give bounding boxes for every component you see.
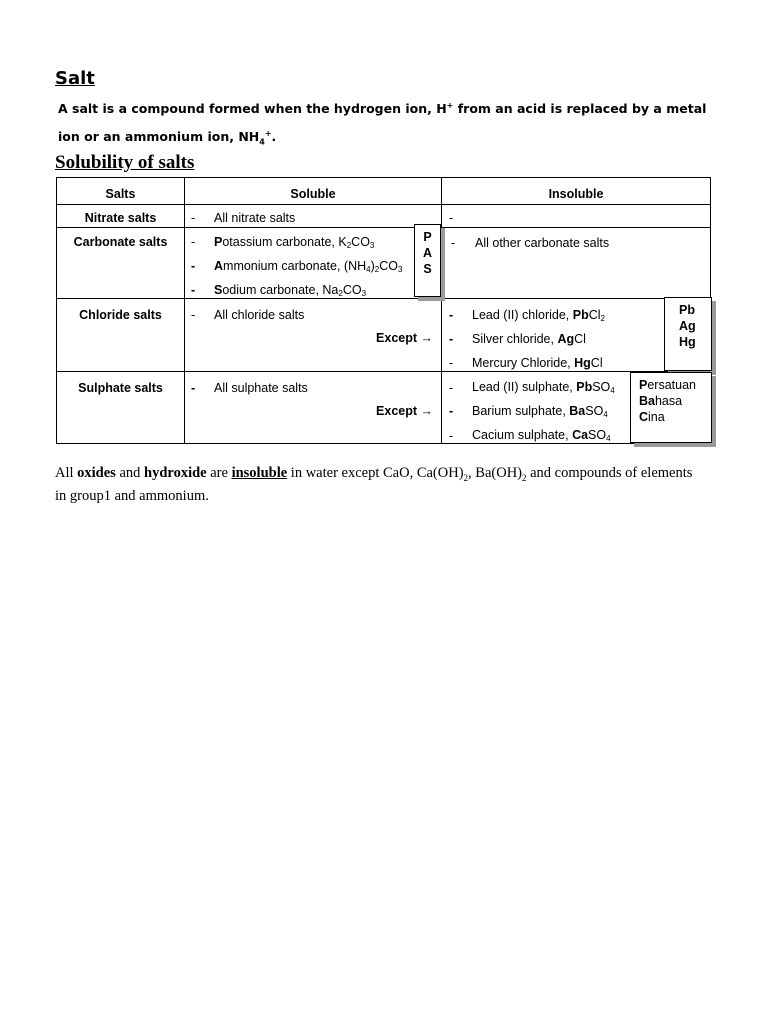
bullet-dash: - [449,404,454,418]
salt-name: Chloride salts [79,308,162,322]
mnemonic-letter: A [422,246,433,260]
bullet-dash: - [449,332,454,346]
insoluble-item: Lead (II) sulphate, PbSO$_4$ [472,380,615,395]
soluble-item: Ammonium carbonate, $(NH_4)_2CO_3$ [214,259,403,274]
soluble-text: All chloride salts [214,308,305,322]
page-heading: Salt [55,68,95,89]
mnemonic-symbol: Hg [679,335,696,349]
bullet-dash: - [451,236,456,250]
bullet-dash: - [191,308,196,322]
column-divider [184,178,185,443]
header-soluble: Soluble [290,187,336,201]
salt-name: Carbonate salts [73,235,168,249]
mnemonic-letter: S [423,262,432,276]
bullet-dash: - [191,211,196,225]
bullet-dash: - [191,283,196,297]
mnemonic-word: Cina [639,410,665,424]
solubility-heading: Solubility of salts [55,152,195,173]
bullet-dash: - [191,381,196,395]
mnemonic-box-pas [414,224,441,297]
oxides-note: All oxides and hydroxide are insoluble in water except CaO, $Ca(OH)_2$, $Ba(OH)_2$ and compounds of elements in group1 and ammonium. [55,465,693,504]
column-divider [441,178,442,443]
insoluble-text: All other carbonate salts [475,236,610,250]
mnemonic-word: Bahasa [639,394,683,408]
insoluble-item: Mercury Chloride, HgCl [472,356,603,370]
salt-name: Sulphate salts [78,381,163,395]
bullet-dash: - [191,259,196,273]
bullet-dash: - [449,211,454,225]
soluble-text: All sulphate salts [214,381,308,395]
bullet-dash: - [449,429,454,443]
header-insoluble: Insoluble [548,187,604,201]
bullet-dash: - [449,308,454,322]
bullet-dash: - [191,235,196,249]
row-divider [57,204,710,205]
mnemonic-box-persatuan [630,372,712,443]
row-divider [57,298,710,299]
mnemonic-symbol: Ag [679,319,696,333]
row-divider [57,371,710,372]
insoluble-item: Cacium sulphate, CaSO$_4$ [472,428,611,443]
row-divider [57,227,710,228]
soluble-text: All nitrate salts [214,211,296,225]
mnemonic-symbol: Pb [679,303,695,317]
salt-name: Nitrate salts [84,211,157,225]
mnemonic-box-pbaghg [664,297,712,371]
insoluble-item: Barium sulphate, BaSO$_4$ [472,404,608,419]
except-label: Except → [376,331,433,345]
bullet-dash: - [449,356,454,370]
solubility-table [56,177,711,444]
salt-definition: A salt is a compound formed when the hydrogen ion, H+ from an acid is replaced by a metal ion or an ammonium ion, $NH_4^+$. [58,101,707,147]
insoluble-item: Lead (II) chloride, PbCl$_2$ [472,308,605,323]
mnemonic-word: Persatuan [639,378,696,392]
soluble-item: Potassium carbonate, $K_2CO_3$ [214,235,375,250]
except-label: Except → [376,404,433,418]
soluble-item: Sodium carbonate, $Na_2CO_3$ [214,283,367,298]
header-salts: Salts [105,187,136,201]
insoluble-item: Silver chloride, AgCl [472,332,586,346]
mnemonic-letter: P [423,230,432,244]
bullet-dash: - [449,381,454,395]
